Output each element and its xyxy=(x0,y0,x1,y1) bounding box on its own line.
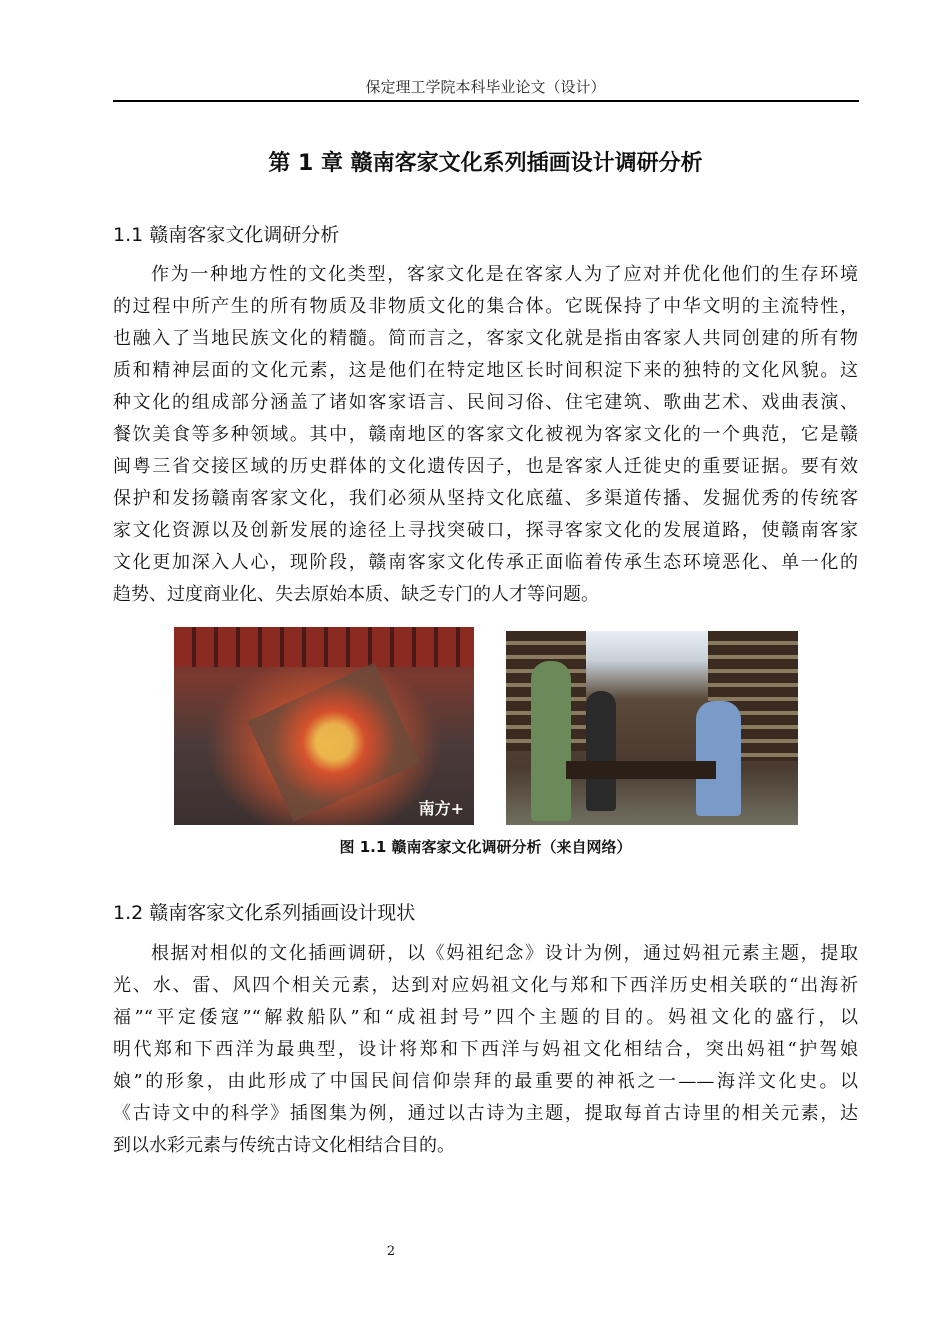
text-line: 作为一种地方性的文化类型，客家文化是在客家人为了应对并优化他们的生存环境 xyxy=(151,264,858,285)
text-line: 保护和发扬赣南客家文化，我们必须从坚持文化底蕴、多渠道传播、发掘优秀的传统客 xyxy=(113,488,858,509)
tulou-courtyard-photo xyxy=(506,631,798,825)
section-heading-1-1: 1.1 赣南客家文化调研分析 xyxy=(113,224,340,246)
section-heading-1-2: 1.2 赣南客家文化系列插画设计现状 xyxy=(113,902,416,924)
page-number: 2 xyxy=(386,1244,396,1259)
paragraph-1-1 xyxy=(113,259,858,611)
text-line: 质和精神层面的文化元素，这是他们在特定地区长时间积淀下来的独特的文化风貌。这 xyxy=(113,360,858,381)
building-facade xyxy=(174,627,474,667)
figure-caption: 图 1.1 赣南客家文化调研分析（来自网络） xyxy=(339,838,632,856)
text-line: 光、水、雷、风四个相关元素，达到对应妈祖文化与郑和下西洋历史相关联的“出海祈 xyxy=(113,975,858,996)
text-line: 种文化的组成部分涵盖了诸如客家语言、民间习俗、住宅建筑、歌曲艺术、戏曲表演、 xyxy=(113,392,858,413)
person-figure xyxy=(586,691,616,811)
watermark-text: 南方+ xyxy=(418,799,464,818)
paragraph-1-2 xyxy=(113,938,858,1162)
chapter-title: 第 1 章 赣南客家文化系列插画设计调研分析 xyxy=(268,151,703,176)
festival-crowd-photo xyxy=(174,627,474,825)
header-rule xyxy=(113,100,859,102)
table xyxy=(566,761,716,779)
text-line: 餐饮美食等多种领域。其中，赣南地区的客家文化被视为客家文化的一个典范，它是赣 xyxy=(113,424,858,445)
text-line: 也融入了当地民族文化的精髓。简而言之，客家文化就是指由客家人共同创建的所有物 xyxy=(113,328,858,349)
text-line: 家文化资源以及创新发展的途径上寻找突破口，探寻客家文化的发展道路，使赣南客家 xyxy=(113,520,858,541)
text-line: 《古诗文中的科学》插图集为例，通过以古诗为主题，提取每首古诗里的相关元素，达 xyxy=(113,1103,858,1124)
person-figure xyxy=(531,661,571,821)
running-header: 保定理工学院本科毕业论文（设计） xyxy=(365,78,606,96)
text-line: 娘”的形象，由此形成了中国民间信仰崇拜的最重要的神祇之一——海洋文化史。以 xyxy=(113,1071,858,1092)
text-line: 趋势、过度商业化、失去原始本质、缺乏专门的人才等问题。 xyxy=(113,584,599,605)
food-table xyxy=(247,663,420,822)
person-figure xyxy=(696,701,741,816)
text-line: 闽粤三省交接区域的历史群体的文化遗传因子，也是客家人迁徙史的重要证据。要有效 xyxy=(113,456,858,477)
text-line: 的过程中所产生的所有物质及非物质文化的集合体。它既保持了中华文明的主流特性， xyxy=(113,296,858,317)
text-line: 根据对相似的文化插画调研，以《妈祖纪念》设计为例，通过妈祖元素主题，提取 xyxy=(151,943,858,964)
text-line: 文化更加深入人心，现阶段，赣南客家文化传承正面临着传承生态环境恶化、单一化的 xyxy=(113,552,858,573)
text-line: 福”“平定倭寇”“解救船队”和“成祖封号”四个主题的目的。妈祖文化的盛行，以 xyxy=(113,1007,858,1028)
text-line: 到以水彩元素与传统古诗文化相结合目的。 xyxy=(113,1135,455,1156)
text-line: 明代郑和下西洋为最典型，设计将郑和下西洋与妈祖文化相结合，突出妈祖“护驾娘 xyxy=(113,1039,858,1060)
